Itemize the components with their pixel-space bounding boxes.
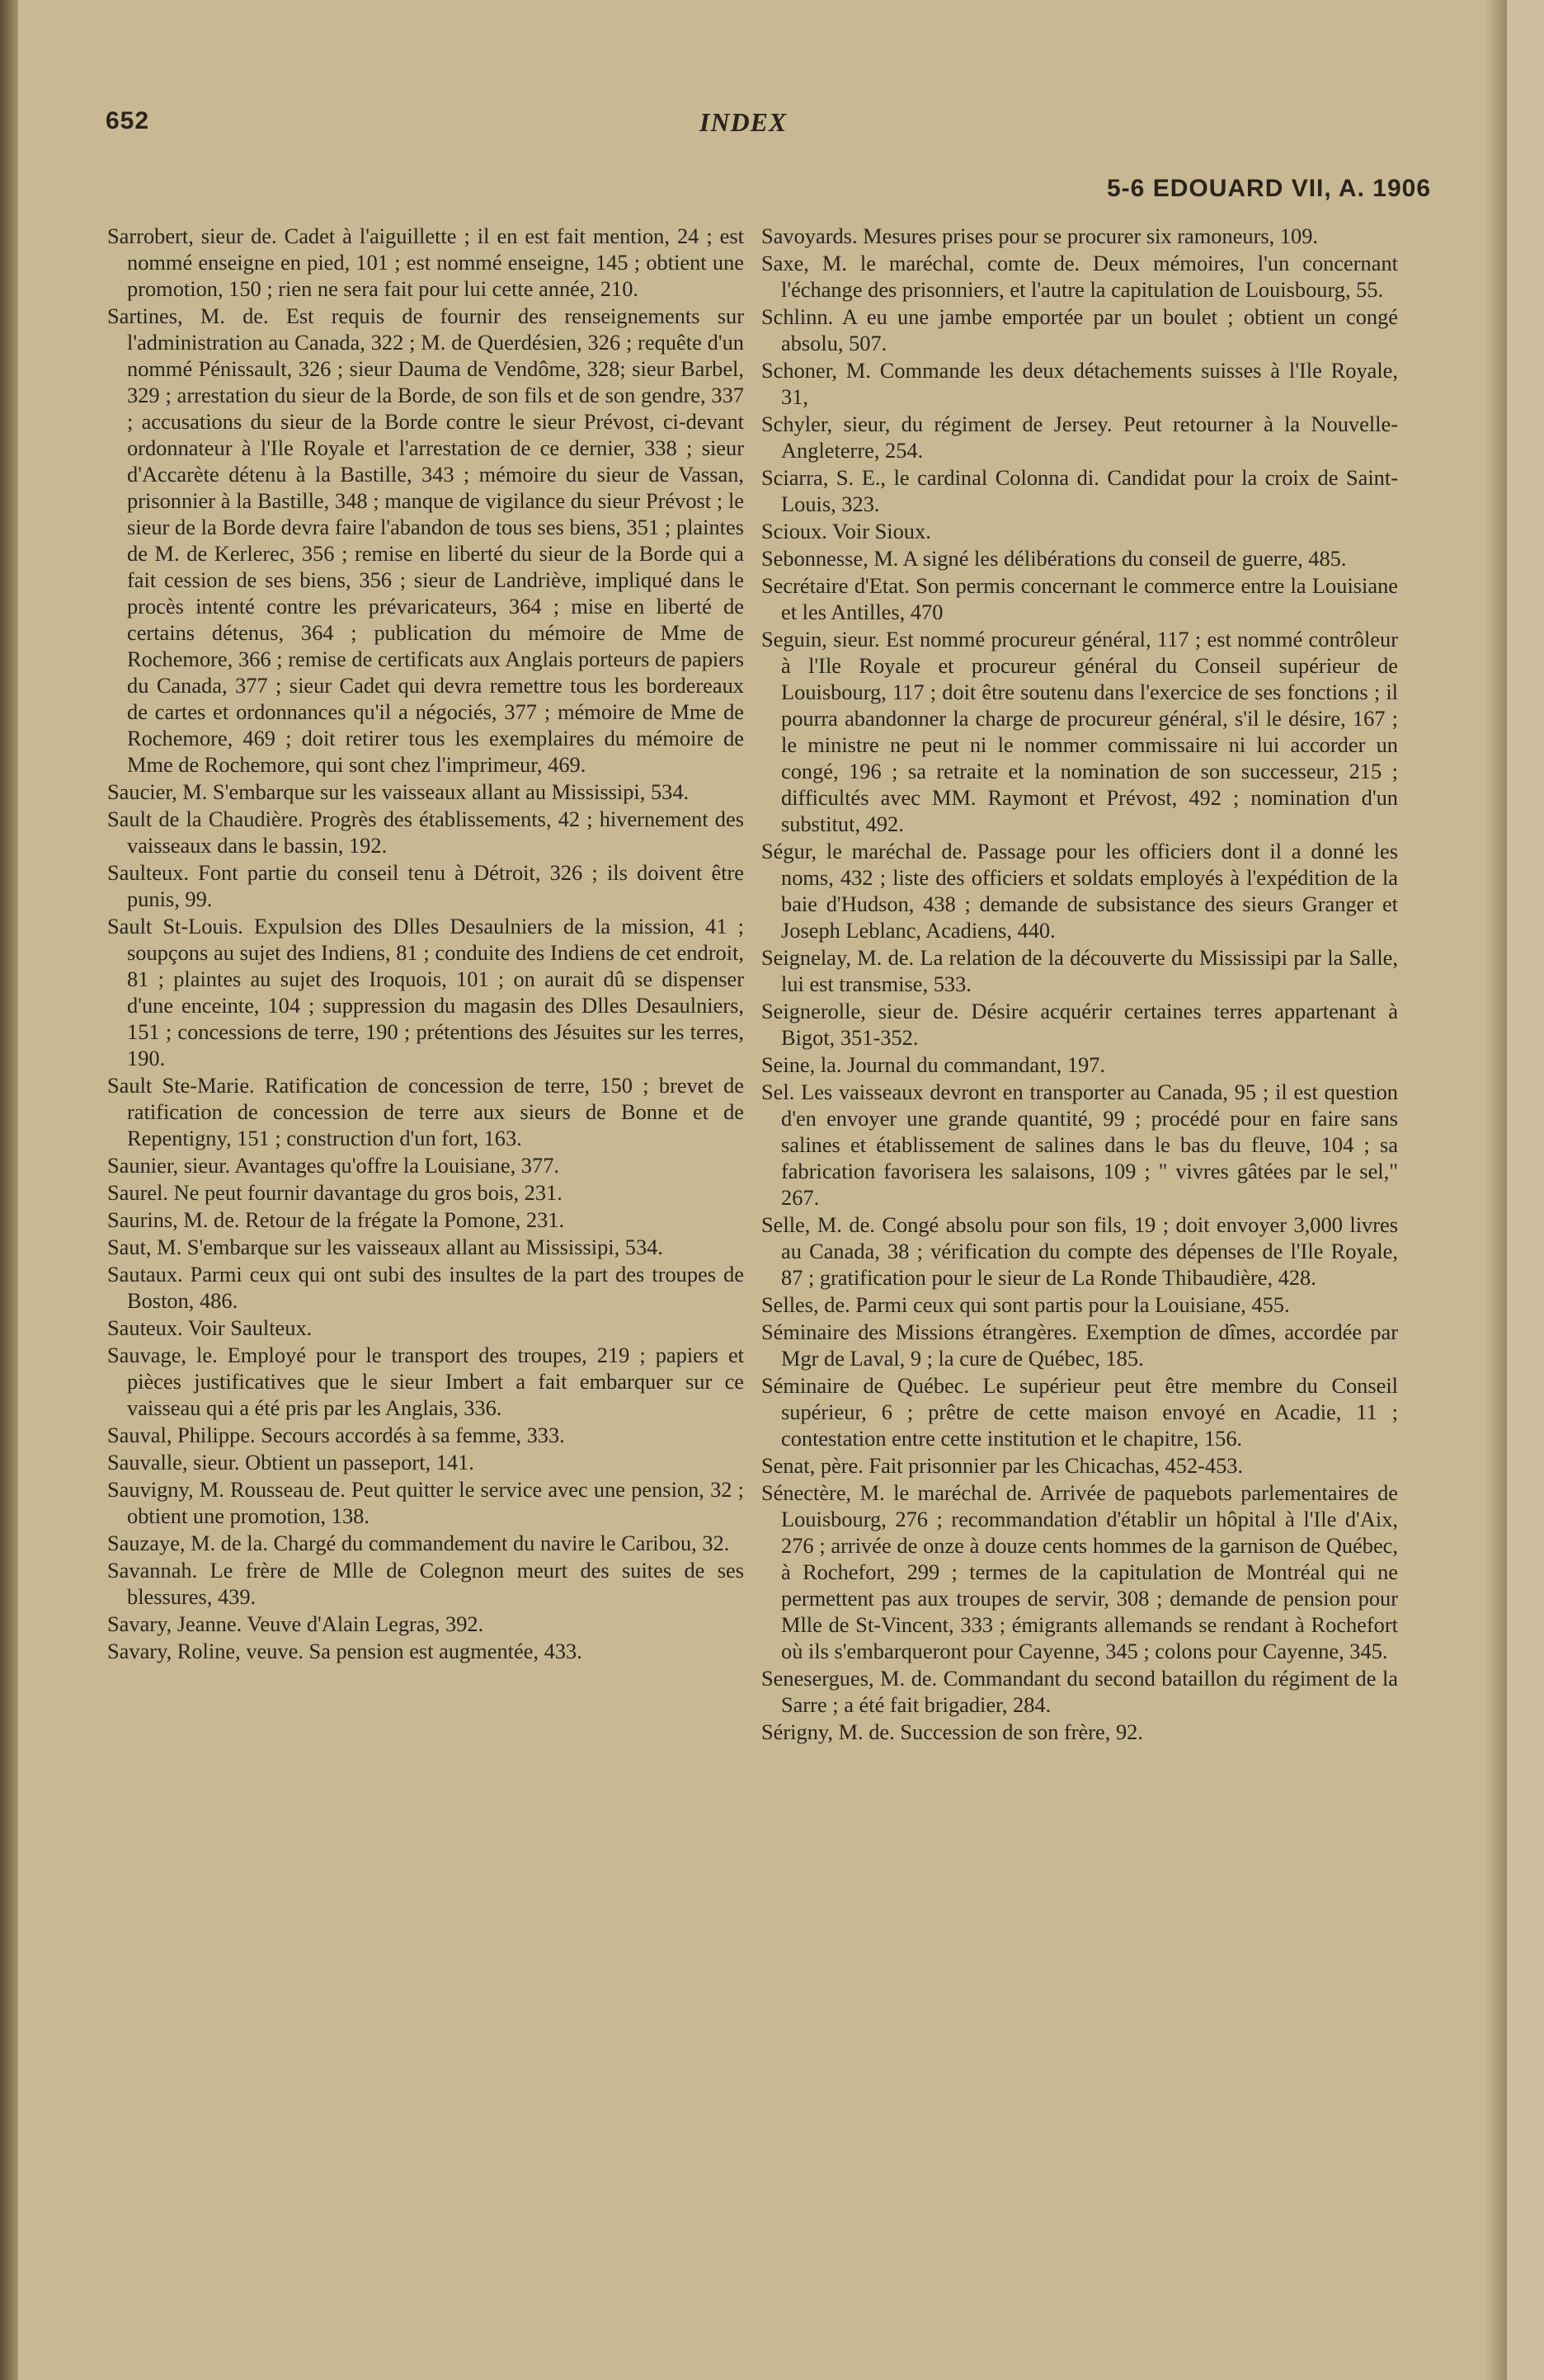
index-entry: Senat, père. Fait prisonnier par les Chicachas, 452-453.: [761, 1453, 1244, 1478]
index-entry: Sauzaye, M. de la. Chargé du commandement du navire le Caribou, 32.: [107, 1531, 730, 1555]
index-entry: Ségur, le maréchal de. Passage pour les officiers dont il a donné les noms, 432 ; liste des officiers et soldats employés à l'expédition de la baie d'Hudson, 438 ; demande de subsistance des sieurs Granger et Joseph Leblanc, Acadiens, 440.: [761, 839, 1398, 943]
index-entry: Seine, la. Journal du commandant, 197.: [761, 1052, 1106, 1077]
index-entry: Saut, M. S'embarque sur les vaisseaux allant au Mississipi, 534.: [107, 1235, 663, 1259]
index-entry: Secrétaire d'Etat. Son permis concernant le commerce entre la Louisiane et les Antilles, 470: [761, 573, 1398, 624]
page-number: 652: [106, 107, 150, 134]
page-header: [106, 107, 1458, 202]
index-entry: Savannah. Le frère de Mlle de Colegnon meurt des suites de ses blessures, 439.: [107, 1558, 744, 1609]
index-entry: Séminaire de Québec. Le supérieur peut être membre du Conseil supérieur, 6 ; prêtre de cette maison envoyé en Acadie, 11 ; contestation entre cette institution et le chapitre, 156.: [761, 1373, 1398, 1451]
index-entry: Sartines, M. de. Est requis de fournir des renseignements sur l'administration au Canada, 322 ; M. de Querdésien, 326 ; requête d'un nommé Pénissault, 326 ; sieur Dauma de Vendôme, 328; sieur Barbel, 329 ; arrestation du sieur de la Borde, de son fils et de son gendre, 337 ; accusations du sieur de la Borde contre le sieur Prévost, ci-devant ordonnateur à l'Ile Royale et l'arrestation de ce dernier, 338 ; sieur d'Accarète détenu à la Bastille, 343 ; mémoire du sieur de Vassan, prisonnier à la Bastille, 348 ; manque de vigilance du sieur Prévost ; le sieur de la Borde devra faire l'abandon de tous ses biens, 351 ; plaintes de M. de Kerlerec, 356 ; remise en liberté du sieur de la Borde qui a fait cession de ses biens, 356 ; sieur de Landriève, impliqué dans le procès intenté contre les prévaricateurs, 364 ; mise en liberté de certains détenus, 364 ; publication du mémoire de Mme de Rochemore, 366 ; remise de certificats aux Anglais porteurs de papiers du Canada, 377 ; sieur Cadet qui devra remettre tous les bordereaux de cartes et ordonnances qu'il a négociés, 377 ; mémoire de Mme de Rochemore, 469 ; doit retirer tous les exemplaires du mémoire de Mme de Rochemore, qui sont chez l'imprimeur, 469.: [107, 303, 744, 777]
index-entry: Sautaux. Parmi ceux qui ont subi des insultes de la part des troupes de Boston, 486.: [107, 1262, 744, 1313]
index-column-right: [761, 223, 1398, 1746]
index-entry: Saucier, M. S'embarque sur les vaisseaux allant au Mississipi, 534.: [107, 779, 690, 804]
running-title: INDEX: [699, 107, 788, 137]
index-entry: Sault Ste-Marie. Ratification de concession de terre, 150 ; brevet de ratification de concession de terre aux sieurs de Bonne et de Repentigny, 151 ; construction d'un fort, 163.: [107, 1073, 744, 1150]
index-entry: Saxe, M. le maréchal, comte de. Deux mémoires, l'un concernant l'échange des prisonniers, et l'autre la capitulation de Louisbourg, 55.: [761, 251, 1398, 302]
index-entry: Savary, Jeanne. Veuve d'Alain Legras, 392.: [107, 1611, 484, 1636]
book-binding: [0, 0, 18, 2380]
volume-label: 5-6 EDOUARD VII, A. 1906: [1107, 175, 1432, 202]
index-entry: Sault St-Louis. Expulsion des Dlles Desaulniers de la mission, 41 ; soupçons au sujet des Indiens, 81 ; conduite des Indiens de cet endroit, 81 ; plaintes au sujet des Iroquois, 101 ; on aurait dû se dispenser d'une enceinte, 104 ; suppression du magasin des Dlles Desaulniers, 151 ; concessions de terre, 190 ; prétentions des Jésuites sur les terres, 190.: [107, 914, 744, 1070]
index-entry: Sciarra, S. E., le cardinal Colonna di. Candidat pour la croix de Saint-Louis, 323.: [761, 465, 1398, 516]
index-entry: Schlinn. A eu une jambe emportée par un boulet ; obtient un congé absolu, 507.: [761, 304, 1398, 355]
index-entry: Sebonnesse, M. A signé les délibérations du conseil de guerre, 485.: [761, 546, 1347, 571]
index-entry: Seignerolle, sieur de. Désire acquérir certaines terres appartenant à Bigot, 351-352.: [761, 999, 1398, 1050]
index-entry: Sault de la Chaudière. Progrès des établissements, 42 ; hivernement des vaisseaux dans le bassin, 192.: [107, 807, 744, 858]
index-entry: Selle, M. de. Congé absolu pour son fils, 19 ; doit envoyer 3,000 livres au Canada, 38 ; vérification du compte des dépenses de l'Ile Royale, 87 ; gratification pour le sieur de La Ronde Thibaudière, 428.: [761, 1212, 1398, 1290]
index-entry: Sauval, Philippe. Secours accordés à sa femme, 333.: [107, 1423, 565, 1447]
index-entry: Schyler, sieur, du régiment de Jersey. Peut retourner à la Nouvelle-Angleterre, 254.: [761, 412, 1398, 463]
index-entry: Senesergues, M. de. Commandant du second bataillon du régiment de la Sarre ; a été fait brigadier, 284.: [761, 1666, 1398, 1717]
index-entry: Sauteux. Voir Saulteux.: [107, 1315, 313, 1340]
index-entry: Sauvalle, sieur. Obtient un passeport, 141.: [107, 1450, 474, 1475]
index-column-left: [107, 223, 744, 1665]
index-entry: Schoner, M. Commande les deux détachements suisses à l'Ile Royale, 31,: [761, 358, 1398, 409]
index-entry: Savary, Roline, veuve. Sa pension est augmentée, 433.: [107, 1639, 582, 1663]
index-entry: Selles, de. Parmi ceux qui sont partis pour la Louisiane, 455.: [761, 1292, 1290, 1317]
index-entry: Sel. Les vaisseaux devront en transporter au Canada, 95 ; il est question d'en envoyer une grande quantité, 99 ; procédé pour en faire sans salines et établissement de salines dans le bas du fleuve, 104 ; sa fabrication favorisera les salaisons, 109 ; " vivres gâtées par le sel," 267.: [761, 1079, 1398, 1210]
index-entry: Sarrobert, sieur de. Cadet à l'aiguillette ; il en est fait mention, 24 ; est nommé enseigne en pied, 101 ; est nommé enseigne, 145 ; obtient une promotion, 150 ; rien ne sera fait pour lui cette année, 210.: [107, 223, 744, 301]
index-entry: Sénectère, M. le maréchal de. Arrivée de paquebots parlementaires de Louisbourg, 276 ; recommandation d'établir un hôpital à l'Ile d'Aix, 276 ; arrivée de onze à douze cents hommes de la garnison de Québec, à Rochefort, 299 ; termes de la capitulation de Montréal qui ne permettent pas aux troupes de servir, 308 ; demande de pension pour Mlle de St-Vincent, 333 ; émigrants allemands se rendant à Rochefort où ils s'embarqueront pour Cayenne, 345 ; colons pour Cayenne, 345.: [761, 1480, 1398, 1663]
index-entry: Seguin, sieur. Est nommé procureur général, 117 ; est nommé contrôleur à l'Ile Royale et procureur général du Conseil supérieur de Louisbourg, 117 ; doit être soutenu dans l'exercice de ses fonctions ; il pourra abandonner la charge de procureur général, s'il le désire, 167 ; le ministre ne peut ni le nommer commissaire ni lui accorder un congé, 196 ; sa retraite et la nomination de son successeur, 215 ; difficultés avec MM. Raymont et Prévost, 492 ; nomination d'un substitut, 492.: [761, 627, 1398, 836]
index-entry: Sauvigny, M. Rousseau de. Peut quitter le service avec une pension, 32 ; obtient une promotion, 138.: [107, 1477, 744, 1528]
index-entry: Sauvage, le. Employé pour le transport des troupes, 219 ; papiers et pièces justificatives que le sieur Imbert a fait embarquer sur ce vaisseau qui a été pris par les Anglais, 336.: [107, 1343, 744, 1420]
index-entry: Savoyards. Mesures prises pour se procurer six ramoneurs, 109.: [761, 223, 1319, 248]
index-entry: Saunier, sieur. Avantages qu'offre la Louisiane, 377.: [107, 1153, 559, 1178]
index-entry: Saurel. Ne peut fournir davantage du gros bois, 231.: [107, 1180, 563, 1205]
index-entry: Sérigny, M. de. Succession de son frère, 92.: [761, 1719, 1143, 1744]
index-entry: Saulteux. Font partie du conseil tenu à Détroit, 326 ; ils doivent être punis, 99.: [107, 860, 744, 911]
index-entry: Saurins, M. de. Retour de la frégate la Pomone, 231.: [107, 1207, 565, 1232]
index-entry: Scioux. Voir Sioux.: [761, 519, 931, 543]
index-entry: Seignelay, M. de. La relation de la découverte du Mississipi par la Salle, lui est transmise, 533.: [761, 945, 1398, 996]
index-entry: Séminaire des Missions étrangères. Exemption de dîmes, accordée par Mgr de Laval, 9 ; la cure de Québec, 185.: [761, 1319, 1398, 1371]
